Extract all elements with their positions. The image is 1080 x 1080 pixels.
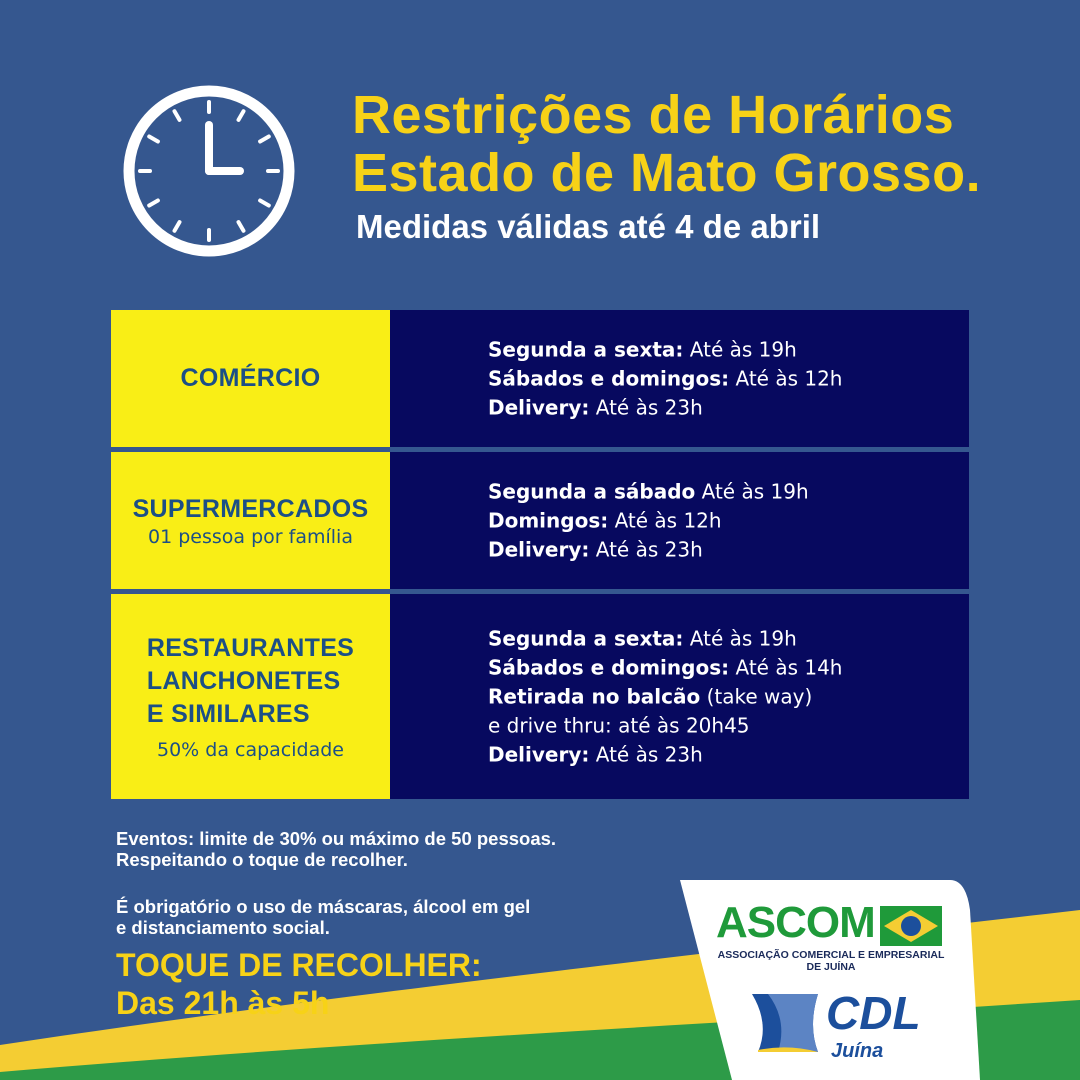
hours-line (488, 364, 842, 393)
category-name: SUPERMERCADOS (132, 495, 369, 523)
hours-value: Até às 19h (683, 337, 797, 361)
hours-line (488, 535, 809, 564)
hours-line (488, 506, 809, 535)
ascom-full-name (716, 949, 946, 973)
category-note: 50% da capacidade (157, 739, 344, 761)
cdl-swoosh-icon (748, 990, 822, 1056)
hours-value: e drive thru: até às 20h45 (488, 713, 750, 737)
category-cell (111, 594, 390, 799)
hours-value: Até às 12h (608, 508, 722, 532)
events-line: Eventos: limite de 30% ou máximo de 50 pessoas. (116, 828, 557, 849)
cdl-city: Juína (831, 1040, 884, 1062)
hours-value: (take way) (700, 684, 813, 708)
hours-line (488, 653, 842, 682)
clock-icon (118, 80, 300, 262)
hours-value: Até às 23h (589, 742, 703, 766)
cdl-logo-text: CDL (826, 987, 921, 1039)
hours-line (488, 711, 842, 740)
ascom-logo-text: ASCOM (716, 898, 875, 947)
title-line-2: Estado de Mato Grosso. (352, 143, 982, 203)
hours-value: Até às 14h (729, 655, 843, 679)
hours-label: Domingos: (488, 508, 609, 532)
category-note: 01 pessoa por família (148, 526, 353, 548)
hours-label: Sábados e domingos: (488, 366, 730, 390)
hours-label: Sábados e domingos: (488, 655, 730, 679)
page-title (352, 86, 981, 202)
curfew-block (116, 946, 482, 1022)
hours-label: Segunda a sexta: (488, 337, 684, 361)
page-subtitle: Medidas válidas até 4 de abril (356, 208, 821, 245)
hours-label: Retirada no balcão (488, 684, 701, 708)
hours-label: Segunda a sexta: (488, 626, 684, 650)
hours-label: Delivery: (488, 742, 590, 766)
section-supermercados (111, 452, 969, 589)
hours-line (488, 393, 842, 422)
curfew-title: TOQUE DE RECOLHER: (116, 947, 482, 983)
hours-cell (390, 594, 969, 799)
hours-line (488, 740, 842, 769)
hours-cell (390, 310, 969, 447)
hours-cell (390, 452, 969, 589)
ascom-full-line: ASSOCIAÇÃO COMERCIAL E EMPRESARIAL (717, 949, 945, 961)
category-name: LANCHONETES (146, 667, 341, 695)
category-name-block (147, 632, 354, 731)
events-note (116, 828, 556, 870)
category-cell (111, 310, 390, 447)
hours-label: Segunda a sábado (488, 479, 696, 503)
ascom-full-line: DE JUÍNA (806, 961, 856, 973)
hours-line (488, 682, 842, 711)
hours-label: Delivery: (488, 537, 590, 561)
hours-value: Até às 19h (683, 626, 797, 650)
hours-label: Delivery: (488, 395, 590, 419)
curfew-hours: Das 21h às 5h (116, 985, 330, 1021)
category-cell (111, 452, 390, 589)
mask-line: e distanciamento social. (116, 917, 330, 938)
ascom-flag-icon (880, 906, 942, 946)
hours-line (488, 335, 842, 364)
title-line-1: Restrições de Horários (352, 85, 955, 145)
hours-line (488, 624, 842, 653)
events-line: Respeitando o toque de recolher. (116, 849, 408, 870)
category-name: E SIMILARES (146, 700, 310, 728)
mask-line: É obrigatório o uso de máscaras, álcool em gel (116, 896, 531, 917)
mask-note (116, 896, 530, 938)
hours-value: Até às 23h (589, 395, 703, 419)
hours-value: Até às 19h (695, 479, 809, 503)
category-name: COMÉRCIO (180, 364, 321, 392)
hours-line (488, 477, 809, 506)
section-comercio (111, 310, 969, 447)
section-restaurantes (111, 594, 969, 799)
hours-value: Até às 12h (729, 366, 843, 390)
category-name: RESTAURANTES (146, 634, 355, 662)
hours-value: Até às 23h (589, 537, 703, 561)
